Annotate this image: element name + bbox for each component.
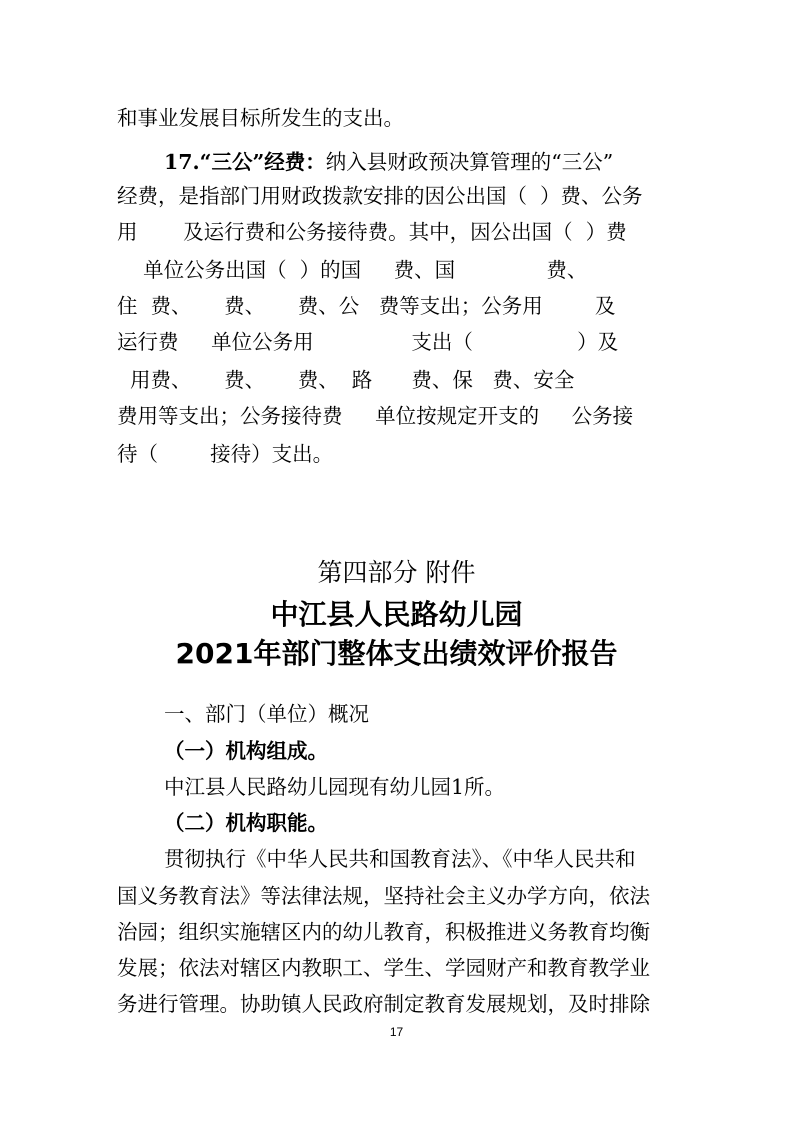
part-title: 第四部分 附件 — [317, 558, 476, 587]
body-line-7: 运行费 单位公务用 支出（ ）及 — [117, 330, 619, 354]
page-number: 17 — [389, 1025, 404, 1039]
body-line-5: 单位公务出国（ ）的国 费、国 费、 — [117, 258, 588, 282]
section-1-heading: 一、部门（单位）概况 — [164, 702, 369, 726]
body-line-4: 用 及运行费和公务接待费。其中，因公出国（ ）费 — [117, 220, 627, 244]
body-line-3: 经费，是指部门用财政拨款安排的因公出国（ ）费、公务 — [117, 184, 643, 208]
subsection-1-heading: （一）机构组成。 — [164, 739, 328, 763]
body-line-1: 和事业发展目标所发生的支出。 — [117, 106, 404, 130]
subsection-2-heading: （二）机构职能。 — [164, 811, 328, 835]
body-line-9: 费用等支出；公务接待费 单位按规定开支的 公务接 — [117, 404, 634, 428]
report-title-line-1: 中江县人民路幼儿园 — [270, 598, 523, 631]
paragraph-line-2: 国义务教育法》等法律法规，坚持社会主义办学方向，依法 — [117, 884, 650, 908]
body-line-6: 住 费、 费、 费、公 费等支出；公务用 及 — [117, 294, 616, 318]
subsection-1-text: 中江县人民路幼儿园现有幼儿园1所。 — [164, 775, 506, 799]
paragraph-line-1: 贯彻执行《中华人民共和国教育法》、《中华人民共和 — [164, 847, 636, 871]
item-17-heading: 17.“三公”经费： — [164, 150, 326, 174]
report-title-line-2: 2021年部门整体支出绩效评价报告 — [175, 637, 618, 670]
item-17-text: 纳入县财政预决算管理的“三公” — [325, 150, 614, 174]
item-17 — [164, 152, 613, 173]
body-line-10: 待（ 接待）支出。 — [117, 442, 334, 466]
paragraph-line-4: 发展；依法对辖区内教职工、学生、学园财产和教育教学业 — [117, 956, 650, 980]
paragraph-line-5: 务进行管理。协助镇人民政府制定教育发展规划，及时排除 — [117, 992, 650, 1016]
paragraph-line-3: 治园；组织实施辖区内的幼儿教育，积极推进义务教育均衡 — [117, 920, 650, 944]
body-line-8: 用费、 费、 费、 路 费、保 费、安全 — [117, 368, 575, 392]
